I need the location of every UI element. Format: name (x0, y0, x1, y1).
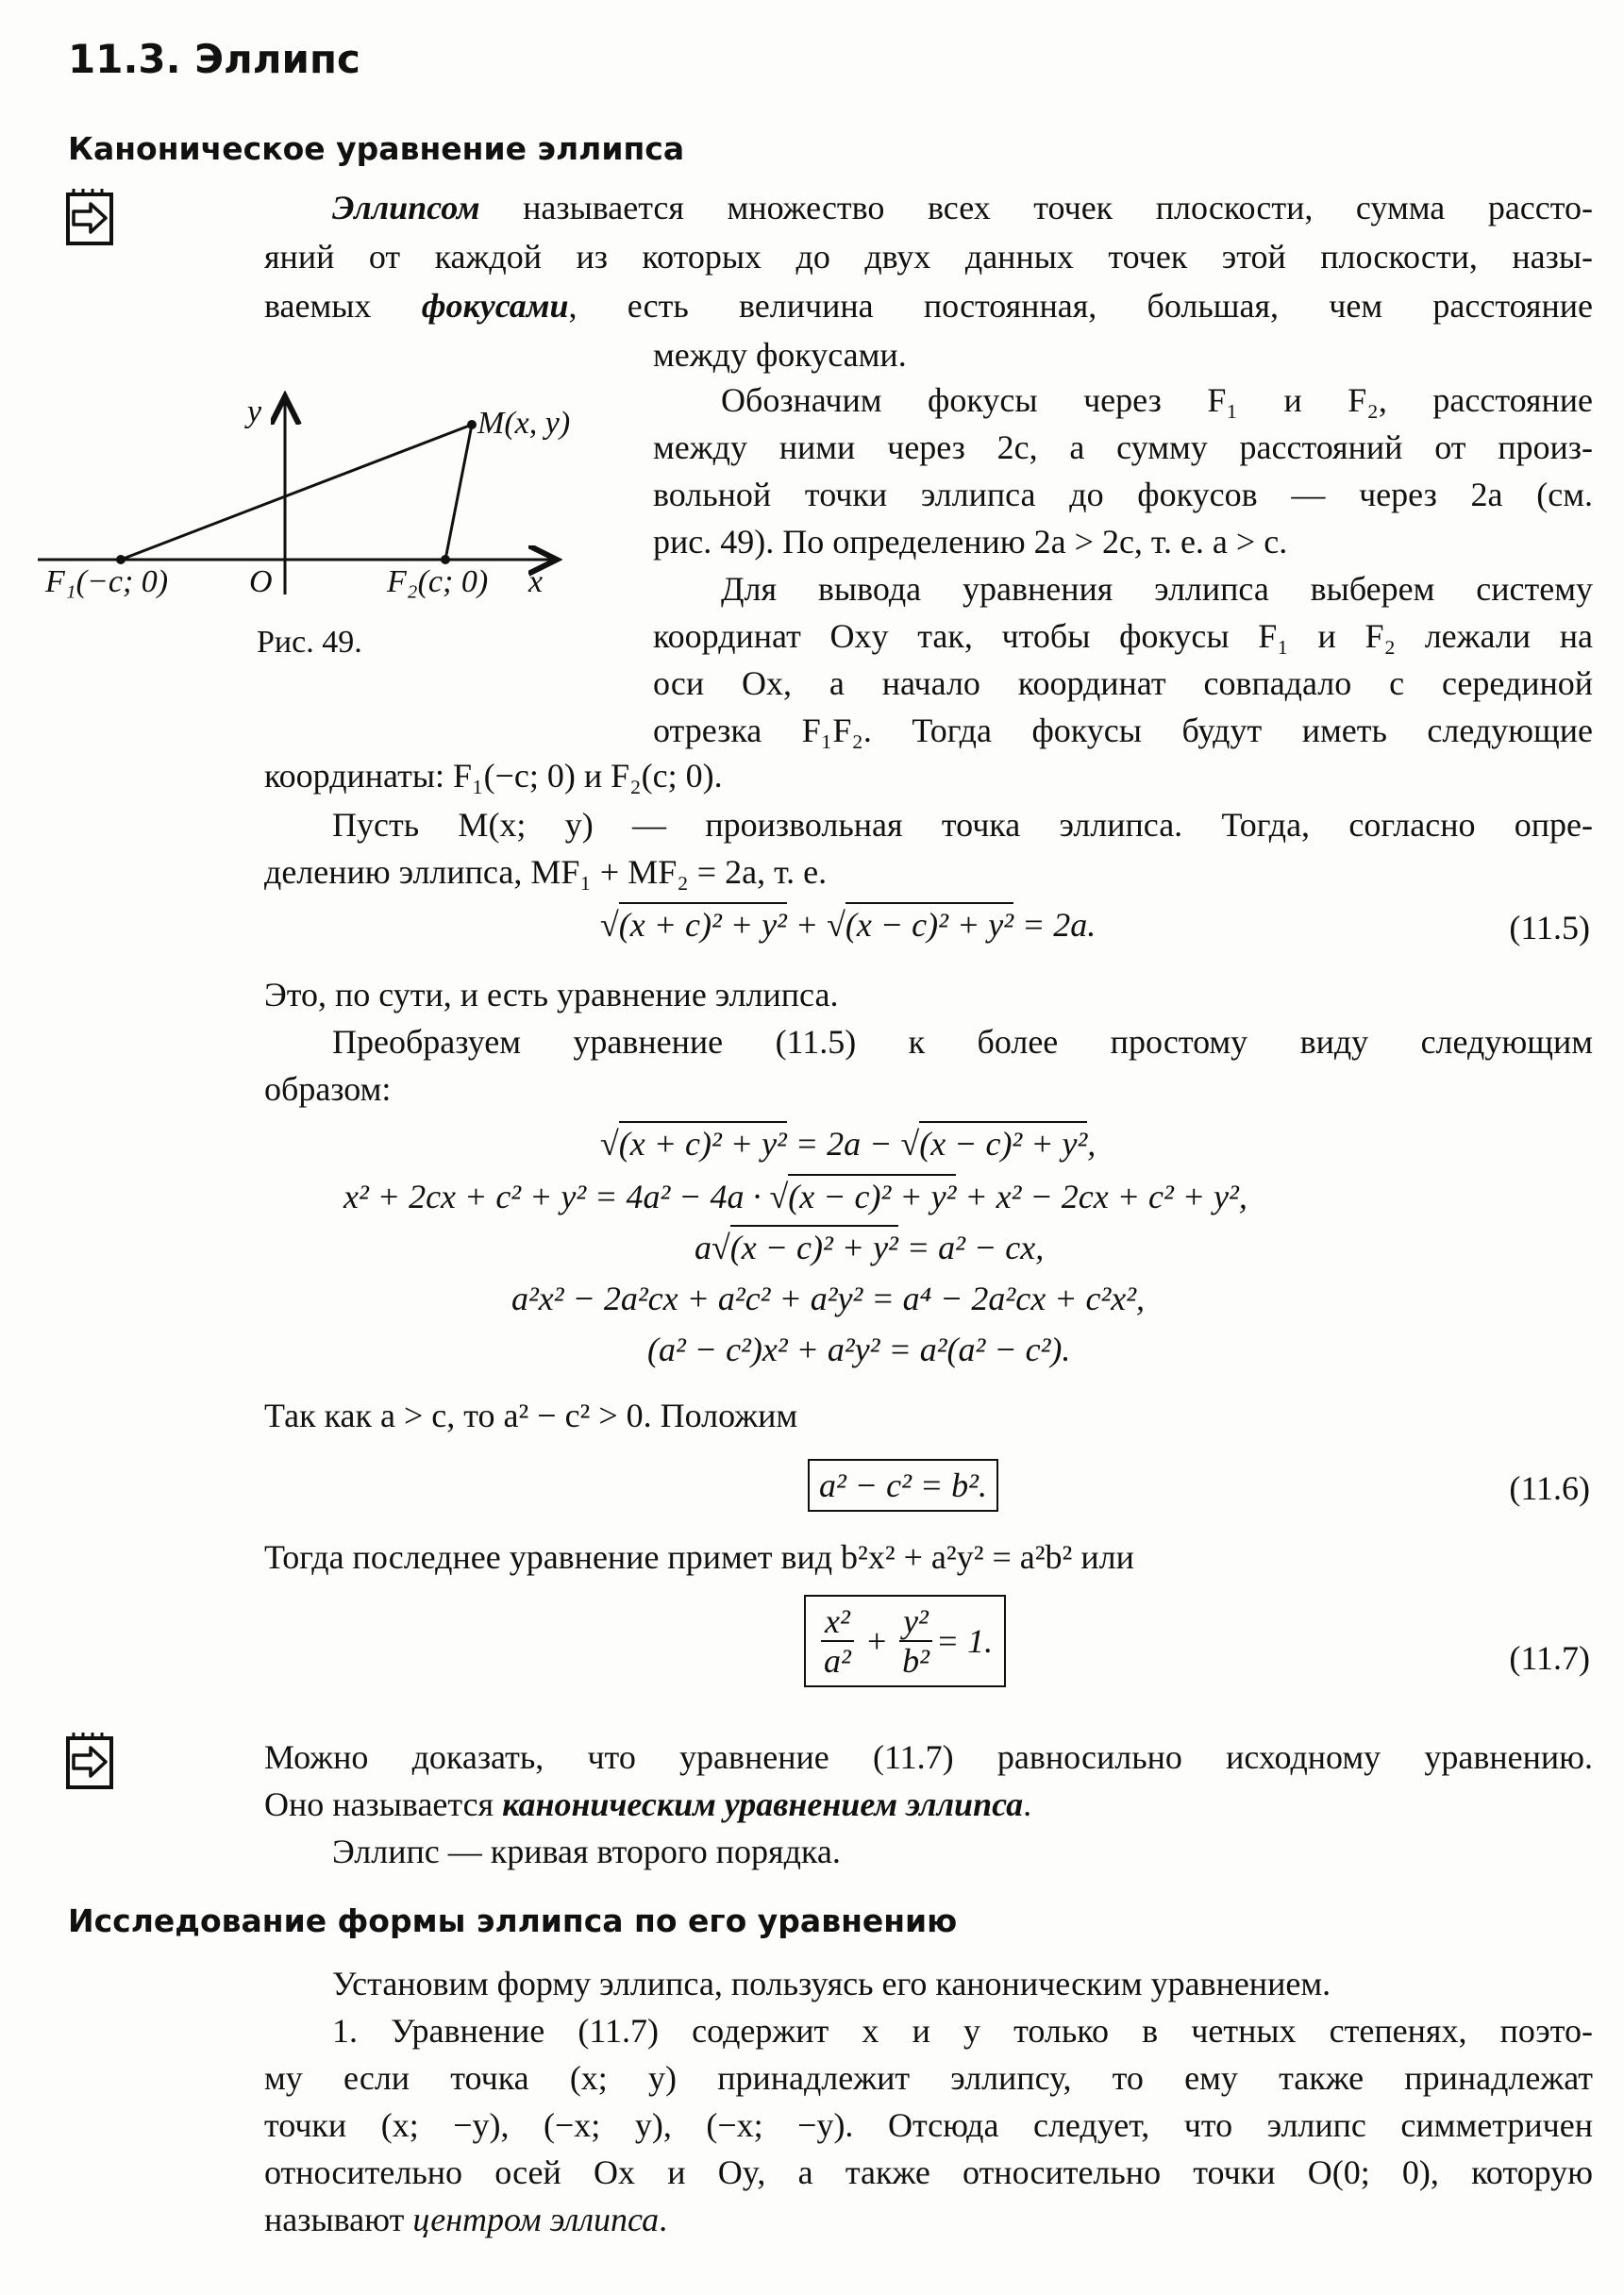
paragraph-line: Эллипсом называется множество всех точек плоскости, сумма рассто- (332, 189, 1593, 226)
paragraph-line: Для вывода уравнения эллипса выберем систему (721, 570, 1593, 608)
paragraph-line: делению эллипса, MF₁ + MF₂ = 2a, т. е. (264, 853, 828, 891)
point-m (467, 420, 477, 429)
paragraph-line: вольной точки эллипса до фокусов — через 2a (см. (653, 476, 1593, 513)
transform-step-2: x² + 2cx + c² + y² = 4a² − 4a · √(x − c)² + y² + x² − 2cx + c² + y², (343, 1176, 1247, 1217)
paragraph-line: точки (x; −y), (−x; y), (−x; −y). Отсюда следует, что эллипс симметричен (264, 2106, 1593, 2144)
point-f1 (116, 555, 126, 564)
label-y: y (247, 394, 262, 429)
transform-step-1: √(x + c)² + y² = 2a − √(x − c)² + y², (600, 1123, 1096, 1164)
segment-f2-m (445, 425, 472, 560)
paragraph-line: ваемых фокусами, есть величина постоянная, большая, чем расстояние (264, 287, 1593, 325)
segment-f1-m (121, 425, 472, 560)
point-f2 (441, 555, 450, 564)
paragraph-line: Оно называется каноническим уравнением эллипса. (264, 1785, 1032, 1823)
paragraph-line: Пусть M(x; y) — произвольная точка эллипса. Тогда, согласно опре- (332, 806, 1593, 844)
equation-11-6: a² − c² = b². (808, 1459, 998, 1512)
transform-step-3: a√(x − c)² + y² = a² − cx, (695, 1227, 1044, 1268)
paragraph-line: рис. 49). По определению 2a > 2c, т. е. a > c. (653, 523, 1288, 561)
term-ellipse: Эллипсом (332, 189, 480, 226)
paragraph-line: называют центром эллипса. (264, 2201, 668, 2238)
figure-caption: Рис. 49. (257, 625, 362, 660)
paragraph-line: Тогда последнее уравнение примет вид b²x² + a²y² = a²b² или (264, 1538, 1134, 1576)
transform-step-5: (a² − c²)x² + a²y² = a²(a² − c²). (647, 1331, 1071, 1368)
transform-step-4: a²x² − 2a²cx + a²c² + a²y² = a⁴ − 2a²cx + c²x², (511, 1280, 1146, 1317)
subsection-title-canonical: Каноническое уравнение эллипса (68, 130, 685, 167)
paragraph-line: Это, по сути, и есть уравнение эллипса. (264, 976, 839, 1013)
paragraph-line: отрезка F₁F₂. Тогда фокусы будут иметь следующие (653, 712, 1593, 749)
equation-number-11-7: (11.7) (1509, 1639, 1590, 1677)
term-foci: фокусами (421, 287, 569, 325)
equation-number-11-5: (11.5) (1509, 909, 1590, 946)
equation-number-11-6: (11.6) (1509, 1469, 1590, 1507)
paragraph-line: 1. Уравнение (11.7) содержит x и y только в четных степенях, поэто- (332, 2012, 1593, 2050)
arrow-note-icon (66, 187, 115, 245)
paragraph-line: относительно осей Ox и Oy, а также относительно точки O(0; 0), которую (264, 2153, 1593, 2191)
paragraph-line: яний от каждой из которых до двух данных точек этой плоскости, назы- (264, 238, 1593, 276)
paragraph-line: му если точка (x; y) принадлежит эллипсу, то ему также принадлежат (264, 2059, 1593, 2097)
paragraph-line: Эллипс — кривая второго порядка. (332, 1833, 841, 1870)
label-m: M(x, y) (477, 406, 571, 441)
paragraph-line: координаты: F₁(−c; 0) и F₂(c; 0). (264, 757, 723, 795)
paragraph-line: Преобразуем уравнение (11.5) к более простому виду следующим (332, 1023, 1593, 1061)
section-title: 11.3. Эллипс (68, 36, 360, 82)
paragraph-line: между фокусами. (653, 336, 907, 374)
paragraph-line: между ними через 2c, а сумму расстояний от произ- (653, 428, 1593, 466)
figure-49 (38, 377, 623, 661)
paragraph-line: образом: (264, 1070, 392, 1108)
label-f2: F₂(c; 0) (387, 564, 489, 599)
term-canonical-equation: каноническим уравнением эллипса (502, 1785, 1024, 1823)
equation-11-7: $\frac{\text{x²}}{\text{a²}}$ + $\frac{\text{y²}}{\text{b²}}$ = 1. (804, 1595, 1006, 1687)
term-center: центром эллипса (412, 2201, 660, 2238)
paragraph-line: Можно доказать, что уравнение (11.7) равносильно исходному уравнению. (264, 1738, 1593, 1776)
paragraph-line: оси Ox, а начало координат совпадало с серединой (653, 664, 1593, 702)
paragraph-line: Обозначим фокусы через F₁ и F₂, расстояние (721, 381, 1593, 419)
label-x: x (528, 564, 544, 599)
label-f1: F₁(−c; 0) (45, 564, 169, 599)
arrow-note-icon (66, 1731, 115, 1789)
paragraph-line: Так как a > c, то a² − c² > 0. Положим (264, 1397, 798, 1434)
subsection-title-shape: Исследование формы эллипса по его уравнению (68, 1902, 958, 1939)
equation-11-5: √(x + c)² + y² + √(x − c)² + y² = 2a. (600, 904, 1096, 946)
label-o: O (249, 564, 273, 599)
paragraph-line: Установим форму эллипса, пользуясь его каноническим уравнением. (332, 1965, 1331, 2002)
paragraph-line: координат Oxy так, чтобы фокусы F₁ и F₂ лежали на (653, 617, 1593, 655)
